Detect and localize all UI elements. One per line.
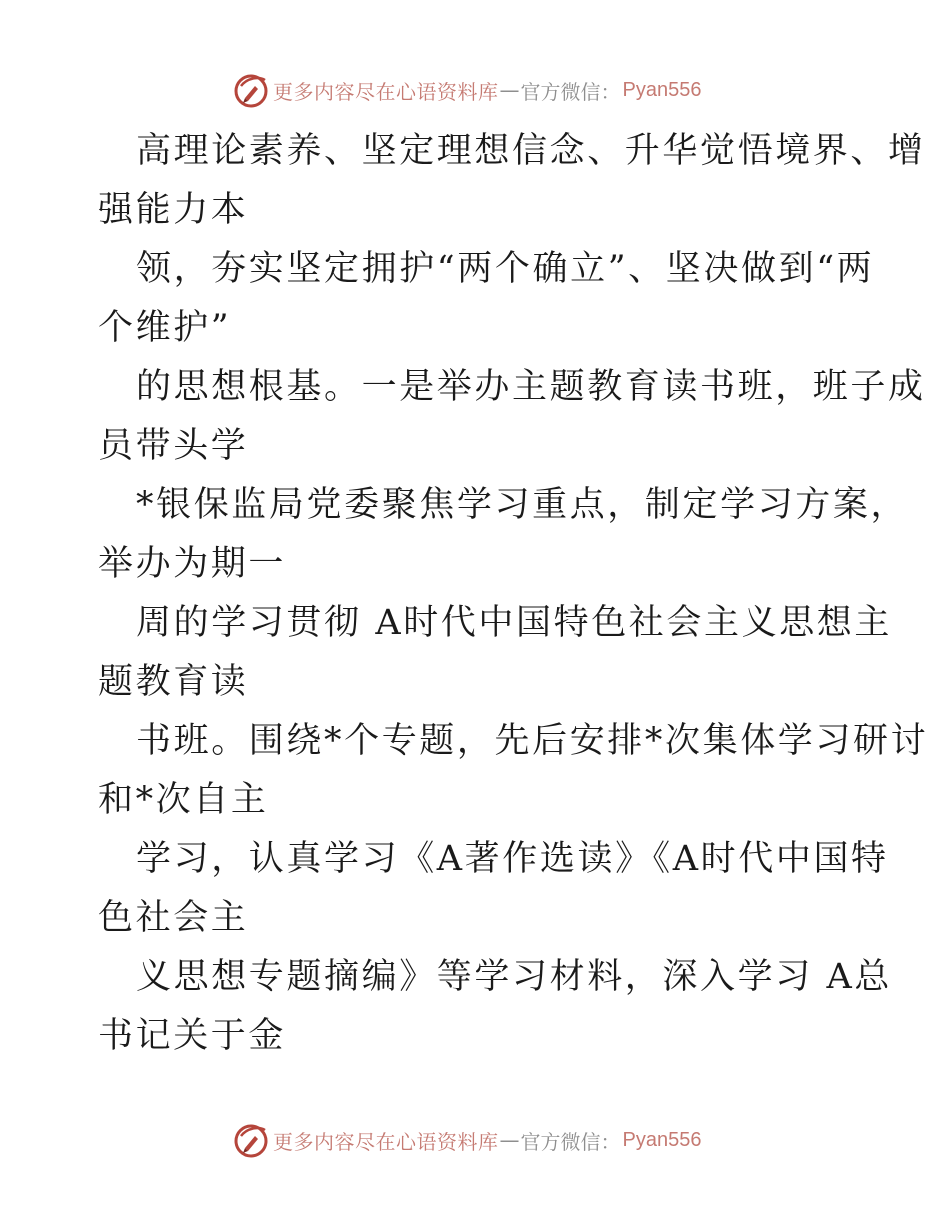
pen-circle-logo-icon bbox=[233, 72, 269, 108]
body-line: 书班。围绕*个专题，先后安排*次集体学习研讨 bbox=[136, 721, 929, 761]
body-line: 员带头学 bbox=[98, 426, 249, 466]
body-line: 个维护” bbox=[98, 308, 232, 348]
body-line: 周的学习贯彻 A时代中国特色社会主义思想主 bbox=[136, 603, 893, 643]
document-body bbox=[98, 122, 929, 1066]
body-line: 高理论素养、坚定理想信念、升华觉悟境界、增 bbox=[136, 131, 926, 171]
watermark-text: 更多内容尽在心语资料库 bbox=[273, 79, 499, 104]
body-line: 义思想专题摘编》等学习材料，深入学习 A总 bbox=[136, 957, 893, 997]
watermark-label: 官方微信： bbox=[520, 79, 621, 104]
watermark-separator: — bbox=[499, 1128, 520, 1152]
body-line: 举办为期一 bbox=[98, 544, 287, 584]
footer-watermark bbox=[233, 1120, 701, 1160]
watermark-id: Pyan556 bbox=[622, 1128, 702, 1151]
header-watermark bbox=[233, 70, 701, 110]
watermark-id: Pyan556 bbox=[622, 78, 702, 101]
body-line: 书记关于金 bbox=[98, 1016, 287, 1056]
watermark-label: 官方微信： bbox=[520, 1129, 621, 1154]
body-line: *银保监局党委聚焦学习重点，制定学习方案， bbox=[136, 485, 909, 525]
body-line: 和*次自主 bbox=[98, 780, 269, 820]
body-line: 学习，认真学习《A著作选读》《A时代中国特 bbox=[136, 839, 889, 879]
body-line: 的思想根基。一是举办主题教育读书班，班子成 bbox=[136, 367, 926, 407]
body-line: 色社会主 bbox=[98, 898, 249, 938]
body-line: 强能力本 bbox=[98, 190, 249, 230]
watermark-text: 更多内容尽在心语资料库 bbox=[273, 1129, 499, 1154]
watermark-separator: — bbox=[499, 78, 520, 102]
pen-circle-logo-icon bbox=[233, 1122, 269, 1158]
body-line: 领，夯实坚定拥护“两个确立”、坚决做到“两 bbox=[136, 249, 875, 289]
body-line: 题教育读 bbox=[98, 662, 249, 702]
